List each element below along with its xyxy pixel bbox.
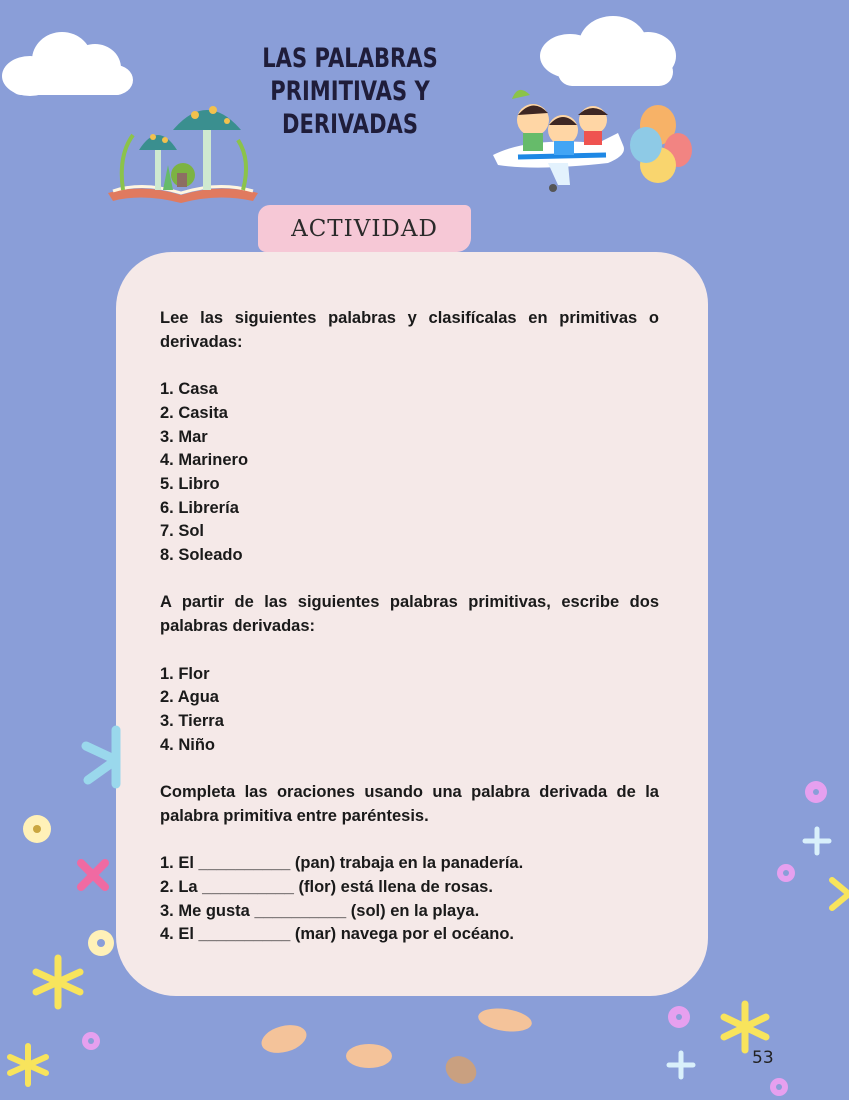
title-line-2: DERIVADAS — [281, 109, 419, 140]
pink-cross-icon — [74, 856, 112, 894]
yellow-ring-icon — [86, 928, 116, 958]
cloud-left-icon — [0, 28, 135, 98]
light-cross-icon — [800, 824, 834, 858]
purple-ring-icon — [775, 862, 797, 884]
list-item: 2. Agua — [160, 688, 219, 707]
list-item: 1. Casa — [160, 380, 218, 399]
section3-instruction: Completa las oraciones usando una palabra derivada de la palabra primitiva entre paréntesis. — [160, 783, 659, 825]
list-item: 4. El __________ (mar) navega por el océano. — [160, 925, 515, 944]
page-number: 53 — [752, 1048, 774, 1068]
kids-airplane-icon — [488, 75, 703, 195]
peach-oval-icon — [344, 1040, 394, 1072]
light-cross-icon — [664, 1048, 698, 1082]
mushroom-book-icon — [103, 95, 263, 205]
list-item: 4. Marinero — [160, 451, 249, 470]
list-item: 3. Tierra — [160, 711, 224, 730]
list-item: 8. Soleado — [160, 546, 243, 565]
list-item: 1. El __________ (pan) trabaja en la panadería. — [160, 854, 524, 873]
yellow-ring-icon — [20, 812, 54, 846]
title-line-1: LAS PALABRAS PRIMITIVAS Y — [262, 43, 438, 107]
purple-ring-icon — [803, 779, 829, 805]
list-item: 4. Niño — [160, 735, 216, 754]
brown-oval-icon — [442, 1052, 480, 1088]
purple-ring-icon — [768, 1076, 790, 1098]
yellow-star-icon — [5, 1042, 51, 1088]
yellow-star-icon — [828, 874, 849, 914]
list-item: 1. Flor — [160, 664, 210, 683]
peach-oval-icon — [258, 1022, 310, 1056]
section1-instruction: Lee las siguientes palabras y clasifícalas en primitivas o derivadas: — [160, 309, 659, 351]
yellow-star-icon — [30, 954, 86, 1010]
list-item: 3. Mar — [160, 427, 208, 446]
yellow-star-icon — [718, 1000, 772, 1054]
list-item: 3. Me gusta __________ (sol) en la playa. — [160, 901, 480, 920]
list-item: 2. La __________ (flor) está llena de rosas. — [160, 877, 493, 896]
list-item: 7. Sol — [160, 522, 205, 541]
section2-instruction: A partir de las siguientes palabras primitivas, escribe dos palabras derivadas: — [160, 593, 659, 636]
peach-oval-icon — [476, 1004, 534, 1036]
activity-badge-label: ACTIVIDAD — [291, 215, 438, 242]
purple-ring-icon — [666, 1004, 692, 1030]
purple-ring-icon — [80, 1030, 102, 1052]
list-item: 5. Libro — [160, 474, 220, 493]
list-item: 2. Casita — [160, 403, 228, 422]
activity-content — [160, 307, 659, 947]
blue-star-icon — [76, 724, 126, 789]
list-item: 6. Librería — [160, 498, 239, 517]
activity-badge — [258, 205, 471, 252]
